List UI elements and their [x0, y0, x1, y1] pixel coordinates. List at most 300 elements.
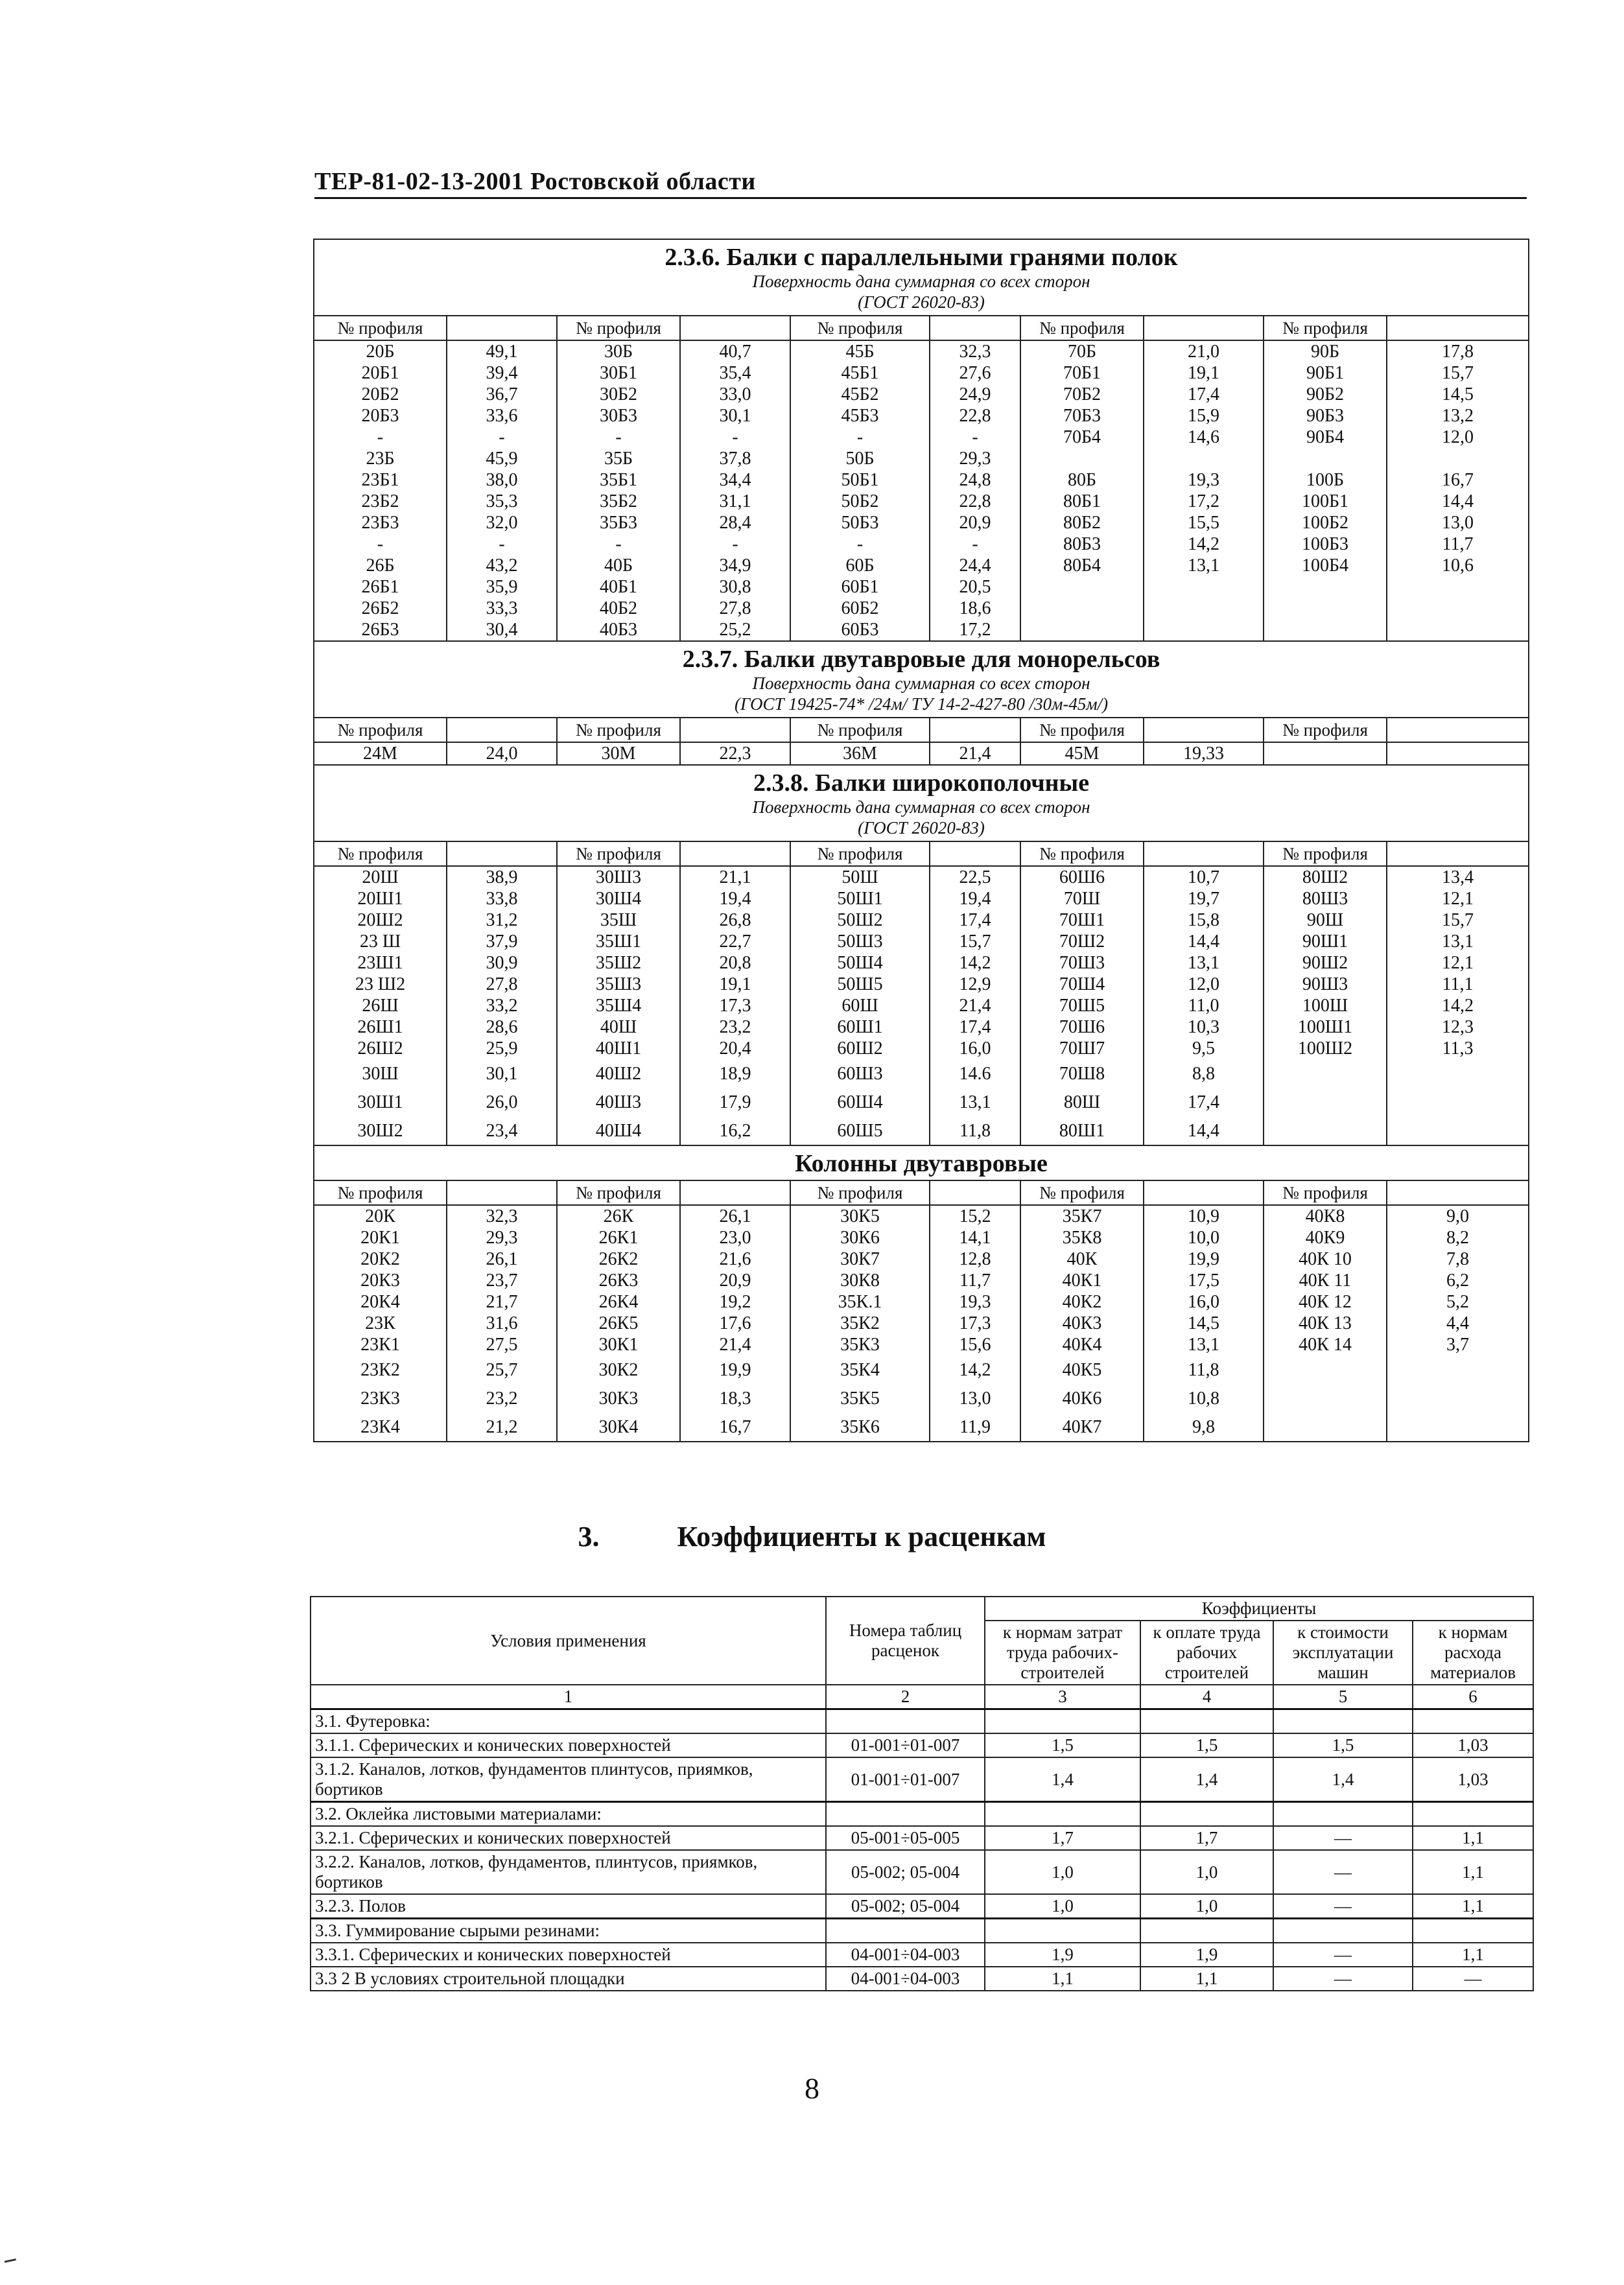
surface-area: 15,8	[1144, 909, 1264, 931]
header-coefficients: Коэффициенты	[985, 1597, 1533, 1621]
profile-number	[1264, 1355, 1387, 1384]
profile-number: 26К2	[557, 1248, 680, 1270]
profile-number: 35Ш1	[557, 931, 680, 952]
area-header	[930, 316, 1020, 340]
table-row	[314, 619, 1529, 641]
profile-number: 35Ш	[557, 909, 680, 931]
profile-number: 23К1	[314, 1334, 447, 1355]
profile-number: 40К7	[1020, 1412, 1144, 1442]
profile-number: 50Б2	[790, 491, 930, 512]
machine-cost-cell	[1273, 1709, 1413, 1734]
surface-area: 13,0	[1387, 512, 1529, 533]
material-norms-cell: 1,03	[1413, 1757, 1533, 1802]
table-row	[314, 469, 1529, 491]
labor-pay-cell: 1,1	[1140, 1967, 1273, 1991]
profile-number: 80Ш3	[1264, 888, 1387, 909]
table-row	[314, 555, 1529, 576]
section-subtitle: (ГОСТ 19425-74* /24м/ ТУ 14-2-427-80 /30м-45м/)	[734, 694, 1109, 714]
profile-number: 100Б4	[1264, 555, 1387, 576]
surface-area: 35,4	[680, 362, 790, 384]
profile-number: 45Б1	[790, 362, 930, 384]
table-numbers-cell: 04-001÷04-003	[826, 1943, 985, 1967]
profile-number: 40К2	[1020, 1291, 1144, 1313]
surface-area: 13,2	[1387, 405, 1529, 427]
area-header	[1144, 1180, 1264, 1205]
profile-number: 30Б	[557, 340, 680, 362]
section-title-block	[314, 641, 1529, 718]
surface-area: 19,1	[680, 974, 790, 995]
profile-number: 20К3	[314, 1270, 447, 1291]
surface-area	[1144, 598, 1264, 619]
profile-number: 23К4	[314, 1412, 447, 1442]
section-title: 2.3.6. Балки с параллельными гранями полок	[665, 244, 1178, 271]
area-header	[1387, 718, 1529, 742]
profile-number: 35К.1	[790, 1291, 930, 1313]
table-row	[311, 1943, 1533, 1967]
profile-number-header: № профиля	[1020, 1180, 1144, 1205]
surface-area: 24,4	[930, 555, 1020, 576]
surface-area: 11,1	[1387, 974, 1529, 995]
table-numbers-cell: 05-002; 05-004	[826, 1850, 985, 1894]
surface-area: 26,8	[680, 909, 790, 931]
labor-norms-cell: 1,0	[985, 1894, 1140, 1919]
surface-area: 17,3	[930, 1313, 1020, 1334]
profile-number	[1264, 1384, 1387, 1412]
profile-number: 26К1	[557, 1227, 680, 1248]
profiles-table	[313, 239, 1529, 1442]
surface-area: 27,8	[447, 974, 557, 995]
surface-area: 12,9	[930, 974, 1020, 995]
machine-cost-cell: —	[1273, 1826, 1413, 1850]
section-title: 2.3.8. Балки широкополочные	[753, 769, 1090, 797]
surface-area: 5,2	[1387, 1291, 1529, 1313]
profile-number: 30Ш4	[557, 888, 680, 909]
column-number: 1	[311, 1685, 826, 1709]
profile-number-header: № профиля	[1264, 316, 1387, 340]
profile-number: 40Ш1	[557, 1038, 680, 1059]
coefficients-heading	[0, 1520, 1624, 1553]
surface-area	[1387, 1355, 1529, 1384]
surface-area: 28,4	[680, 512, 790, 533]
surface-area: 29,3	[930, 448, 1020, 469]
surface-area: 33,2	[447, 995, 557, 1016]
surface-area: 13,0	[930, 1384, 1020, 1412]
profile-number: 45Б2	[790, 384, 930, 405]
surface-area: 35,3	[447, 491, 557, 512]
column-header-row	[314, 316, 1529, 340]
labor-pay-cell	[1140, 1709, 1273, 1734]
profile-number: 30К8	[790, 1270, 930, 1291]
surface-area: 14,4	[1387, 491, 1529, 512]
profile-number: 36М	[790, 742, 930, 765]
profile-number: 70Ш3	[1020, 952, 1144, 974]
profile-number: 100Ш2	[1264, 1038, 1387, 1059]
area-header	[1387, 316, 1529, 340]
profile-number: 60Б1	[790, 576, 930, 598]
profile-number: 50Ш5	[790, 974, 930, 995]
machine-cost-cell: 1,4	[1273, 1757, 1413, 1802]
surface-area: 17,9	[680, 1088, 790, 1116]
profile-number: 60Б	[790, 555, 930, 576]
profile-number-header: № профиля	[1020, 841, 1144, 866]
surface-area: 12,1	[1387, 888, 1529, 909]
profile-number	[1264, 1116, 1387, 1145]
table-row	[311, 1967, 1533, 1991]
surface-area: 24,9	[930, 384, 1020, 405]
profile-number: 70Ш5	[1020, 995, 1144, 1016]
labor-norms-cell: 1,4	[985, 1757, 1140, 1802]
table-row	[314, 384, 1529, 405]
surface-area: 12,1	[1387, 952, 1529, 974]
table-row	[314, 340, 1529, 362]
surface-area: 9,5	[1144, 1038, 1264, 1059]
surface-area: 22,8	[930, 405, 1020, 427]
profile-number: 45Б	[790, 340, 930, 362]
section-title-block	[314, 1145, 1529, 1180]
table-row	[314, 931, 1529, 952]
profile-number: 20К1	[314, 1227, 447, 1248]
column-number: 3	[985, 1685, 1140, 1709]
surface-area: 3,7	[1387, 1334, 1529, 1355]
profile-number	[1020, 619, 1144, 641]
table-numbers-cell	[826, 1919, 985, 1943]
profile-number: 70Б3	[1020, 405, 1144, 427]
surface-area: 11,9	[930, 1412, 1020, 1442]
surface-area: 25,2	[680, 619, 790, 641]
surface-area: 12,3	[1387, 1016, 1529, 1038]
profile-number: 50Б1	[790, 469, 930, 491]
surface-area: 19,2	[680, 1291, 790, 1313]
profile-number: 30Ш	[314, 1059, 447, 1088]
surface-area: 37,8	[680, 448, 790, 469]
table-row	[314, 1355, 1529, 1384]
surface-area: 22,8	[930, 491, 1020, 512]
table-row	[311, 1757, 1533, 1802]
surface-area: 27,5	[447, 1334, 557, 1355]
profile-number: 26Ш1	[314, 1016, 447, 1038]
material-norms-cell	[1413, 1919, 1533, 1943]
table-row	[314, 1205, 1529, 1227]
section-subtitle: Поверхность дана суммарная со всех сторон	[752, 674, 1090, 693]
material-norms-cell	[1413, 1709, 1533, 1734]
surface-area: 23,0	[680, 1227, 790, 1248]
surface-area	[1387, 1116, 1529, 1145]
profile-number-header: № профиля	[314, 1180, 447, 1205]
table-row	[314, 1384, 1529, 1412]
surface-area	[1387, 1412, 1529, 1442]
document-header: ТЕР-81-02-13-2001 Ростовской области	[314, 167, 1527, 199]
profile-number: 26К5	[557, 1313, 680, 1334]
profile-number: 50Б3	[790, 512, 930, 533]
surface-area: 13,1	[1144, 555, 1264, 576]
profile-number-header: № профиля	[557, 316, 680, 340]
profile-number: 35Ш3	[557, 974, 680, 995]
profile-number: 70Ш6	[1020, 1016, 1144, 1038]
profile-number: 40К6	[1020, 1384, 1144, 1412]
profile-number: 20Ш	[314, 866, 447, 888]
coefficients-table	[310, 1596, 1534, 1991]
profile-number: 40К5	[1020, 1355, 1144, 1384]
profile-number-header: № профиля	[790, 1180, 930, 1205]
profile-number: 40К 10	[1264, 1248, 1387, 1270]
column-header-row	[314, 1180, 1529, 1205]
profile-number: 70Ш	[1020, 888, 1144, 909]
surface-area: 16,0	[930, 1038, 1020, 1059]
material-norms-cell: 1,1	[1413, 1850, 1533, 1894]
machine-cost-cell: —	[1273, 1894, 1413, 1919]
profile-number: 40К3	[1020, 1313, 1144, 1334]
header-labor-norms: к нормам затрат труда рабочих-строителей	[985, 1621, 1140, 1685]
surface-area: 11,7	[930, 1270, 1020, 1291]
table-numbers-cell: 04-001÷04-003	[826, 1967, 985, 1991]
profile-number: 60Ш6	[1020, 866, 1144, 888]
profile-number: 50Ш2	[790, 909, 930, 931]
profile-number: 40Б3	[557, 619, 680, 641]
area-header	[930, 841, 1020, 866]
condition-cell: 3.1. Футеровка:	[311, 1709, 826, 1734]
header-material-norms: к нормам расхода материалов	[1413, 1621, 1533, 1685]
profile-number: 90Ш2	[1264, 952, 1387, 974]
profile-number: 50Ш1	[790, 888, 930, 909]
labor-pay-cell	[1140, 1802, 1273, 1827]
surface-area: 29,3	[447, 1227, 557, 1248]
profile-number: 35Б	[557, 448, 680, 469]
surface-area: 17,3	[680, 995, 790, 1016]
surface-area: 9,0	[1387, 1205, 1529, 1227]
surface-area: 6,2	[1387, 1270, 1529, 1291]
surface-area: 22,7	[680, 931, 790, 952]
profile-number: 24М	[314, 742, 447, 765]
surface-area: 34,4	[680, 469, 790, 491]
surface-area: 21,4	[930, 995, 1020, 1016]
surface-area: 21,7	[447, 1291, 557, 1313]
profile-number: 60Ш5	[790, 1116, 930, 1145]
profile-number: 23Б2	[314, 491, 447, 512]
surface-area: 20,4	[680, 1038, 790, 1059]
surface-area: 16,7	[1387, 469, 1529, 491]
profile-number: 30Ш3	[557, 866, 680, 888]
area-header	[680, 1180, 790, 1205]
profile-number: 23 Ш	[314, 931, 447, 952]
profile-number: 26К	[557, 1205, 680, 1227]
surface-area: 13,4	[1387, 866, 1529, 888]
table-row	[314, 405, 1529, 427]
area-header	[930, 718, 1020, 742]
profile-number	[1020, 598, 1144, 619]
profile-number: 35Б2	[557, 491, 680, 512]
profile-number: 35К6	[790, 1412, 930, 1442]
profile-number: 40Б	[557, 555, 680, 576]
section-title: Колонны двутавровые	[795, 1150, 1048, 1177]
machine-cost-cell	[1273, 1802, 1413, 1827]
profile-number: 50Ш3	[790, 931, 930, 952]
surface-area: 23,2	[680, 1016, 790, 1038]
profile-number: 80Б2	[1020, 512, 1144, 533]
profile-number: 40К9	[1264, 1227, 1387, 1248]
surface-area: 10,0	[1144, 1227, 1264, 1248]
table-row	[314, 491, 1529, 512]
surface-area: 24,8	[930, 469, 1020, 491]
surface-area: 14,5	[1144, 1313, 1264, 1334]
profile-number: 100Б	[1264, 469, 1387, 491]
profile-number: 70Ш8	[1020, 1059, 1144, 1088]
profile-number: 80Б1	[1020, 491, 1144, 512]
surface-area: 21,6	[680, 1248, 790, 1270]
surface-area: 27,6	[930, 362, 1020, 384]
surface-area: 17,4	[930, 909, 1020, 931]
section-title-block	[314, 239, 1529, 316]
profile-number: 20Б3	[314, 405, 447, 427]
profile-number: -	[790, 533, 930, 555]
profile-number: 30К3	[557, 1384, 680, 1412]
material-norms-cell: 1,1	[1413, 1943, 1533, 1967]
profile-number: 80Ш	[1020, 1088, 1144, 1116]
surface-area: 38,9	[447, 866, 557, 888]
surface-area: 22,5	[930, 866, 1020, 888]
profile-number: 35К3	[790, 1334, 930, 1355]
area-header	[447, 718, 557, 742]
table-numbers-cell: 01-001÷01-007	[826, 1733, 985, 1757]
surface-area	[1387, 619, 1529, 641]
profile-number-header: № профиля	[557, 841, 680, 866]
surface-area: 30,1	[680, 405, 790, 427]
profile-number-header: № профиля	[790, 841, 930, 866]
profile-number: 35Ш2	[557, 952, 680, 974]
table-row	[314, 952, 1529, 974]
table-row	[314, 742, 1529, 765]
profile-number: 40К	[1020, 1248, 1144, 1270]
surface-area: 12,0	[1387, 427, 1529, 448]
area-header	[447, 316, 557, 340]
surface-area: 11,8	[930, 1116, 1020, 1145]
surface-area: 20,9	[930, 512, 1020, 533]
profile-number: 60Ш	[790, 995, 930, 1016]
profile-number	[1264, 619, 1387, 641]
profile-number: -	[314, 427, 447, 448]
surface-area: 14,5	[1387, 384, 1529, 405]
table-row	[314, 448, 1529, 469]
section-subtitle: Поверхность дана суммарная со всех сторон	[752, 797, 1090, 817]
profile-number: -	[557, 533, 680, 555]
surface-area: 21,4	[680, 1334, 790, 1355]
surface-area: 31,2	[447, 909, 557, 931]
profile-number	[1264, 576, 1387, 598]
profile-number: 23 Ш2	[314, 974, 447, 995]
surface-area: 10,9	[1144, 1205, 1264, 1227]
surface-area: 21,2	[447, 1412, 557, 1442]
table-row	[314, 1116, 1529, 1145]
profile-number-header: № профиля	[314, 316, 447, 340]
labor-norms-cell	[985, 1919, 1140, 1943]
surface-area: 14,2	[1144, 533, 1264, 555]
area-header	[1144, 316, 1264, 340]
area-header	[1387, 1180, 1529, 1205]
surface-area: 17,2	[930, 619, 1020, 641]
surface-area: 19,3	[930, 1291, 1020, 1313]
profile-number-header: № профиля	[1264, 841, 1387, 866]
profile-number: 80Б3	[1020, 533, 1144, 555]
profile-number	[1020, 448, 1144, 469]
surface-area: 33,8	[447, 888, 557, 909]
surface-area: 31,1	[680, 491, 790, 512]
profile-number	[1264, 1059, 1387, 1088]
surface-area: 18,9	[680, 1059, 790, 1088]
surface-area: 19,9	[680, 1355, 790, 1384]
profile-number: 60Ш3	[790, 1059, 930, 1088]
profile-number: 35К5	[790, 1384, 930, 1412]
profile-number: 40К 11	[1264, 1270, 1387, 1291]
profile-number-header: № профиля	[790, 316, 930, 340]
profile-number	[1264, 1088, 1387, 1116]
profile-number: 30К1	[557, 1334, 680, 1355]
profile-number-header: № профиля	[790, 718, 930, 742]
surface-area: 13,1	[1144, 1334, 1264, 1355]
header-labor-pay: к оплате труда рабочих строителей	[1140, 1621, 1273, 1685]
material-norms-cell: 1,03	[1413, 1733, 1533, 1757]
surface-area	[1144, 619, 1264, 641]
profile-number: 100Ш	[1264, 995, 1387, 1016]
profile-number: 35К8	[1020, 1227, 1144, 1248]
profile-number: 40К1	[1020, 1270, 1144, 1291]
profile-number: 26Б1	[314, 576, 447, 598]
column-number: 5	[1273, 1685, 1413, 1709]
labor-norms-cell: 1,1	[985, 1967, 1140, 1991]
table-row	[314, 427, 1529, 448]
profile-number: 50Ш4	[790, 952, 930, 974]
surface-area: 32,0	[447, 512, 557, 533]
profile-number: 90Ш3	[1264, 974, 1387, 995]
surface-area: 8,8	[1144, 1059, 1264, 1088]
table-row	[314, 974, 1529, 995]
surface-area: 20,9	[680, 1270, 790, 1291]
surface-area: 13,1	[1144, 952, 1264, 974]
machine-cost-cell: 1,5	[1273, 1733, 1413, 1757]
surface-area: 10,6	[1387, 555, 1529, 576]
profile-number: 26Ш	[314, 995, 447, 1016]
profile-number: 30К5	[790, 1205, 930, 1227]
profile-number	[1264, 742, 1387, 765]
condition-cell: 3.1.2. Каналов, лотков, фундаментов плинтусов, приямков, бортиков	[311, 1757, 826, 1802]
section-title: 2.3.7. Балки двутавровые для монорельсов	[682, 646, 1160, 673]
profile-number: 100Б3	[1264, 533, 1387, 555]
surface-area: 19,9	[1144, 1248, 1264, 1270]
surface-area: 17,4	[1144, 384, 1264, 405]
profile-number: -	[790, 427, 930, 448]
surface-area: 10,7	[1144, 866, 1264, 888]
surface-area: 30,1	[447, 1059, 557, 1088]
surface-area: 28,6	[447, 1016, 557, 1038]
profile-number: 90Б2	[1264, 384, 1387, 405]
surface-area: 15,7	[1387, 362, 1529, 384]
surface-area: 18,6	[930, 598, 1020, 619]
profile-number: 60Б3	[790, 619, 930, 641]
section-title-block	[314, 765, 1529, 841]
column-number: 4	[1140, 1685, 1273, 1709]
profile-number: 40Б1	[557, 576, 680, 598]
machine-cost-cell: —	[1273, 1943, 1413, 1967]
surface-area: 8,2	[1387, 1227, 1529, 1248]
surface-area: 9,8	[1144, 1412, 1264, 1442]
table-numbers-cell: 01-001÷01-007	[826, 1757, 985, 1802]
profile-number: 90Б1	[1264, 362, 1387, 384]
profile-number: 20Б2	[314, 384, 447, 405]
surface-area: 21,0	[1144, 340, 1264, 362]
profile-number: 50Ш	[790, 866, 930, 888]
area-header	[680, 718, 790, 742]
condition-cell: 3.3 2 В условиях строительной площадки	[311, 1967, 826, 1991]
profile-number: 60Ш1	[790, 1016, 930, 1038]
surface-area: -	[930, 533, 1020, 555]
